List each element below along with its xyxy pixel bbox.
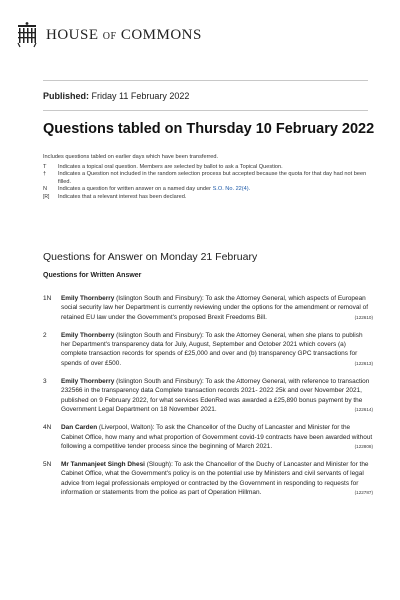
question-ref: (122613) [354,360,373,366]
top-divider [43,80,368,81]
commons-word: COMMONS [120,26,202,43]
member-name: Emily Thornberry [61,331,115,339]
member-name: Emily Thornberry [61,295,115,302]
question-list [43,294,373,506]
question-item [43,460,373,497]
page-title: Questions tabled on Thursday 10 February 2022 [43,121,375,137]
question-ref: (122787) [354,490,373,496]
published-date: Friday 11 February 2022 [91,91,190,101]
section-title: Questions for Answer on Monday 21 February [43,251,258,263]
header [16,22,202,48]
note-item [43,164,373,172]
published-line [43,91,189,101]
note-text: Indicates that a relevant interest has been declared. [58,193,187,200]
note-text: Indicates a Question not included in the random selection process but accepted because the quota for that day had not been filled. [58,171,367,185]
note-key: † [43,171,47,178]
question-text: (Slough): To ask the Chancellor of the Duchy of Lancaster and Minister for the Cabinet Office, what the Government's policy is on the potential use by Ministers and civil servants of legal advice from legal professionals employed or contracted by the Government in responding to requests for information or statements from the police as part of Operation Hillman. [61,461,369,497]
note-item [43,171,373,186]
question-ref: (122614) [354,406,373,412]
note-key: T [43,163,47,170]
question-item [43,423,373,451]
portcullis-logo-icon [16,22,38,48]
note-key: N [43,186,48,193]
question-item [43,377,373,414]
question-number: 5N [43,461,52,469]
question-number: 1N [43,295,52,302]
note-key: [R] [43,193,50,200]
note-text: Indicates a question for written answer on a named day under [58,186,211,193]
question-item [43,294,373,322]
question-text: (Islington South and Finsbury): To ask the Attorney General, which aspects of European social security law her Department is currently reviewing under the options for the amendment or removal of retained EU law under the Government's proposed Brexit Freedoms Bill. [61,295,368,321]
house-word: HOUSE [46,26,99,43]
standing-order-link[interactable]: S.O. No. 22(4). [212,186,251,193]
note-item [43,186,373,194]
question-item [43,331,373,368]
question-ref: (122610) [354,314,373,320]
note-item [43,194,373,202]
notes-legend [43,154,373,202]
question-number: 4N [43,424,52,432]
question-text: (Liverpool, Walton): To ask the Chancellor of the Duchy of Lancaster and Minister for the Cabinet Office, how many and what proportion of Government covid-19 contracts have been awarded without following a competitive tender process since the beginning of March 2021. [61,424,373,450]
of-word: OF [102,30,117,42]
question-number: 3 [43,378,47,386]
published-label: Published: [43,91,90,101]
house-of-commons-wordmark [46,27,202,44]
member-name: Dan Carden [61,424,98,432]
question-text: (Islington South and Finsbury): To ask the Attorney General, when she plans to publish her Department's transparency data for July, August, September and October 2021 which covers (a) complete transaction records for spends of £25,000 and over and (b) transparency GPC transactions for spends of over £500. [61,331,363,367]
question-ref: (122808) [354,443,373,449]
question-number: 2 [43,331,47,339]
published-divider [43,110,368,111]
question-text: (Islington South and Finsbury): To ask the Attorney General, with reference to transaction 232566 in the transparency data Complete transaction records 2021- 2022 25k and over November 2021, published on 9 February 2022, for what services EdenRed was awarded a £25,890 bonus payment by the Government Legal Department on 18 November 2021. [61,378,370,413]
notes-intro: Includes questions tabled on earlier days which have been transferred. [43,154,219,160]
member-name: Emily Thornberry [61,378,115,386]
section-subtitle: Questions for Written Answer [43,272,142,279]
member-name: Mr Tanmanjeet Singh Dhesi [61,461,145,469]
note-text: Indicates a topical oral question. Members are selected by ballot to ask a Topical Question. [58,163,283,170]
